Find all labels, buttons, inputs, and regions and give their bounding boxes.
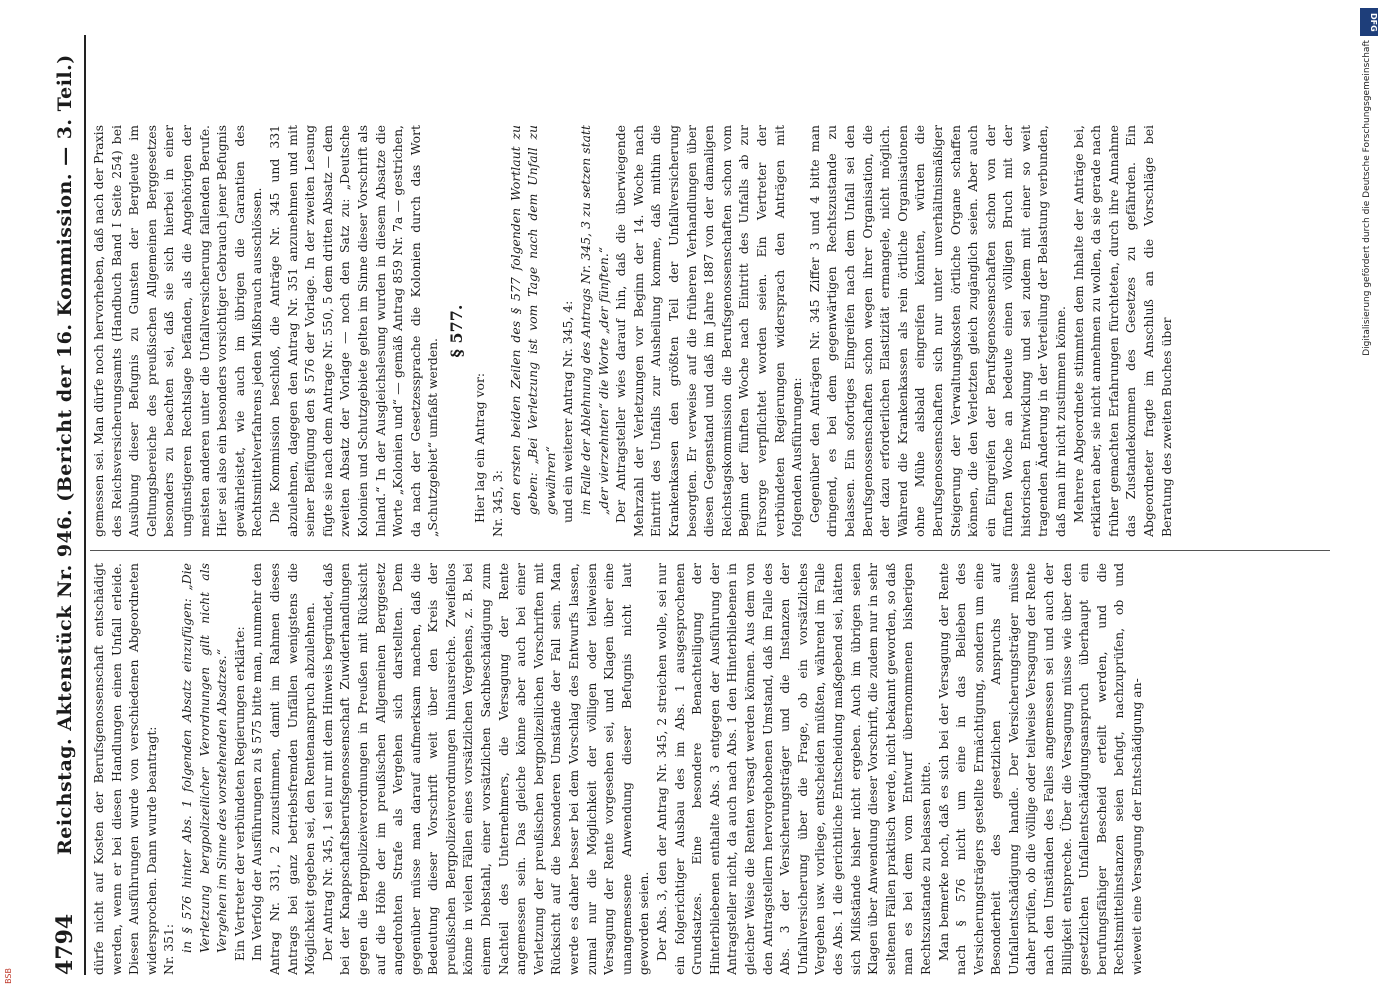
paragraph: Im Verfolg der Ausführungen zu § 575 bitte man, nunmehr den Antrag Nr. 331, 2 zuzustimmen, damit im Rahmen dieses Antrags bei ganz betriebsfremden Unfällen wenigstens die Möglichkeit gegeben sei, den Rentenanspruch abzulehnen. xyxy=(249,563,318,975)
left-column xyxy=(90,563,1330,975)
paragraph: Der Antrag Nr. 345, 1 sei nur mit dem Hinweis begründet, daß bei der Knappschaftsberufsgenossenschaft Zuwiderhandlungen gegen die Bergpolizeiverordnungen in Preußen mit Rücksicht auf die Höhe der im preußischen Allgemeinen Berggesetz angedrohten Strafe als Vergehen sich darstellten. Dem gegenüber müsse man darauf aufmerksam machen, daß die Bedeutung dieser Vorschrift weit über den Kreis der preußischen Bergpolizeiverordnungen hinausreiche. Zweifellos könne in vielen Fällen eines vorsätzlichen Vergehens, z. B. bei einem Diebstahl, einer vorsätzlichen Sachbeschädigung zum Nachteil des Unternehmers, die Versagung der Rente angemessen sein. Das gleiche könne aber auch bei einer Verletzung der preußischen bergpolizeilichen Vorschriften mit Rücksicht auf die besonderen Umstände der Fall sein. Man werde es daher besser bei dem Vorschlag des Entwurfs lassen, zumal nur die Möglichkeit der völligen oder teilweisen Versagung der Rente vorgesehen sei, und Klagen über eine unangemessene Anwendung dieser Befugnis nicht laut geworden seien. xyxy=(319,563,652,975)
header-rule xyxy=(84,35,86,975)
section-heading: § 577. xyxy=(446,304,466,358)
paragraph: Die Kommission beschloß, die Anträge Nr. 345 und 331 abzulehnen, dagegen den Antrag Nr. 351 anzunehmen und mit seiner Beifügung den § 576 der Vorlage. In der zweiten Lesung fügte sie nach dem Antrage Nr. 550, 5 dem dritten Absatz — dem zweiten Absatz der Vorlage — noch den Satz zu: „Deutsche Kolonien und Schutzgebiete gelten im Sinne dieser Vorschrift als Inland.“ In der Ausgleichslesung wurden in diesem Absatze die Worte „Kolonien und“ — gemäß Antrag 859 Nr. 7a — gestrichen, da nach der Gesetzessprache die Kolonien durch das Wort „Schutzgebiet“ umfaßt werden. xyxy=(266,125,441,537)
page-title: Reichstag. Aktenstück Nr. 946. (Bericht der 16. Kommission. — 3. Teil.) xyxy=(54,54,76,855)
motion-text: den ersten beiden Zeilen des § 577 folgenden Wortlaut zu geben: „Bei Verletzung ist vom Tage nach dem Unfall zu gewähren“ xyxy=(507,125,558,515)
paragraph: gemessen sei. Man dürfe noch hervorheben, daß nach der Praxis des Reichsversicherungsamts (Handbuch Band I Seite 254) bei Ausübung dieser Befugnis zu Gunsten der Bergleute im Geltungsbereiche des preußischen Allgemeinen Berggesetzes besonders zu beachten sei, daß sie sich hierbei in einer ungünstigeren Rechtslage befänden, als die Angehörigen der meisten anderen unter die Unfallversicherung fallenden Berufe. Hier sei also ein besonders vorsichtiger Gebrauch jener Befugnis gewährleistet, wie auch im übrigen die Garantien des Rechtsmittelverfahrens jeden Mißbrauch ausschlössen. xyxy=(91,125,265,537)
paragraph: Man bemerke noch, daß es sich bei der Versagung der Rente nach § 576 nicht um eine in das Belieben des Versicherungsträgers gestellte Ermächtigung, sondern um eine Besonderheit des gesetzlichen Anspruchs auf Unfallentschädigung handle. Der Versicherungsträger müsse daher prüfen, ob die völlige oder teilweise Versagung der Rente nach den Umständen des Falles angemessen sei und auch der Billigkeit entspreche. Über die Versagung müsse wie über den gesetzlichen Unfallentschädigungsanspruch überhaupt ein berufungsfähiger Bescheid erteilt werden, und die Rechtsmittelinstanzen seien befugt, nachzuprüfen, ob und wieweit eine Versagung der Entschädigung an- xyxy=(935,563,1145,975)
paragraph: Ein Vertreter der verbündeten Regierungen erklärte: xyxy=(231,626,247,961)
motion-text: im Falle der Ablehnung des Antrags Nr. 345, 3 zu setzen statt „der vierzehnten“ die Worte „der fünften.“ xyxy=(578,125,611,515)
library-mark: BSB xyxy=(4,968,13,984)
right-column xyxy=(90,125,1330,537)
paragraph: dürfe nicht auf Kosten der Berufsgenossenschaft entschädigt werden, wenn er bei diesen Handlungen einen Unfall erleide. Diesen Ausführungen wurde von verschiedenen Abgeordneten widersprochen. Dann wurde beantragt: xyxy=(91,563,159,975)
funding-credit: Digitalisierung gefördert durch die Deutsche Forschungsgemeinschaft xyxy=(1362,40,1372,356)
page-number: 4794 xyxy=(52,913,78,975)
column-divider xyxy=(90,550,1330,551)
dfg-logo: DFG xyxy=(1360,8,1378,36)
page-header xyxy=(50,35,84,975)
motion-label: Nr. 345, 3: xyxy=(490,470,506,537)
motion-label: Nr. 351: xyxy=(161,923,177,975)
paragraph: Der Antragsteller wies darauf hin, daß die überwiegende Mehrzahl der Verletzungen vor Beginn der 14. Woche nach Eintritt des Unfalls zur Ausheilung komme, daß mithin die Krankenkassen den größten Teil der Unfallversicherung besorgten. Er verweise auf die früheren Verhandlungen über diesen Gegenstand und daß im Jahre 1887 von der damaligen Reichstagskommission die Berufsgenossenschaften schon vom Beginn der fünften Woche nach Eintritt des Unfalls ab zur Fürsorge verpflichtet worden seien. Ein Vertreter der verbündeten Regierungen widersprach den Anträgen mit folgenden Ausführungen: xyxy=(613,125,805,537)
paragraph: Der Abs. 3, den der Antrag Nr. 345, 2 streichen wolle, sei nur ein folgerichtiger Ausbau des im Abs. 1 ausgesprochenen Grundsatzes. Eine besondere Benachteiligung der Hinterbliebenen enthalte Abs. 3 entgegen der Ausführung der Antragsteller nicht, da auch nach Abs. 1 den Hinterbliebenen in gleicher Weise die Renten versagt werden können. Aus dem von den Antragstellern hervorgehobenen Umstand, daß im Falle des Abs. 3 der Versicherungsträger und die Instanzen der Unfallversicherung über die Frage, ob ein vorsätzliches Vergehen usw. vorliege, entscheiden müßten, während im Falle des Abs. 1 die gerichtliche Entscheidung maßgebend sei, hätten sich Mißstände bisher nicht ergeben. Auch im übrigen seien Klagen über Anwendung dieser Vorschrift, die zudem nur in sehr seltenen Fällen praktisch werde, nicht bekannt geworden, so daß man es bei dem vom Entwurf übernommenen bisherigen Rechtszustande zu belassen bitte. xyxy=(654,563,933,975)
paragraph: Mehrere Abgeordnete stimmten dem Inhalte der Anträge bei, erklärten aber, sie nicht annehmen zu wollen, da sie gerade nach früher gemachten Erfahrungen fürchteten, durch ihre Annahme das Zustandekommen des Gesetzes zu gefährden. Ein Abgeordneter fragte im Anschluß an die Vorschläge bei Beratung des zweiten Buches über xyxy=(1070,125,1174,537)
rotated-text-block xyxy=(50,35,1340,975)
paragraph: und ein weiterer Antrag Nr. 345, 4: xyxy=(560,300,576,523)
paragraph: Hier lag ein Antrag vor: xyxy=(472,372,488,523)
motion-text: in § 576 hinter Abs. 1 folgenden Absatz einzufügen: „Die Verletzung bergpolizeilicher Verordnungen gilt nicht als Vergehen im Sinne des vorstehenden Absatzes.“ xyxy=(178,563,230,953)
paragraph: Gegenüber den Anträgen Nr. 345 Ziffer 3 und 4 bitte man dringend, es bei dem gegenwärtigen Rechtszustande zu belassen. Ein sofortiges Eingreifen nach dem Unfall sei den Berufsgenossenschaften schon wegen ihrer Organisation, die der dazu erforderlichen Elastizität ermangele, nicht möglich. Während die Krankenkassen als rein örtliche Organisationen ohne Mühe alsbald eingreifen könnten, würden die Berufsgenossenschaften sich nur unter unverhältnismäßiger Steigerung der Verwaltungskosten örtliche Organe schaffen können, die den Verletzten gleich zugänglich seien. Aber auch ein Eingreifen der Berufsgenossenschaften schon von der fünften Woche an bedeute einen völligen Bruch mit der historischen Entwicklung und sei zudem mit einer so weit tragenden Änderung in der Verteilung der Belastung verbunden, daß man ihr nicht zustimmen könne. xyxy=(806,125,1069,537)
